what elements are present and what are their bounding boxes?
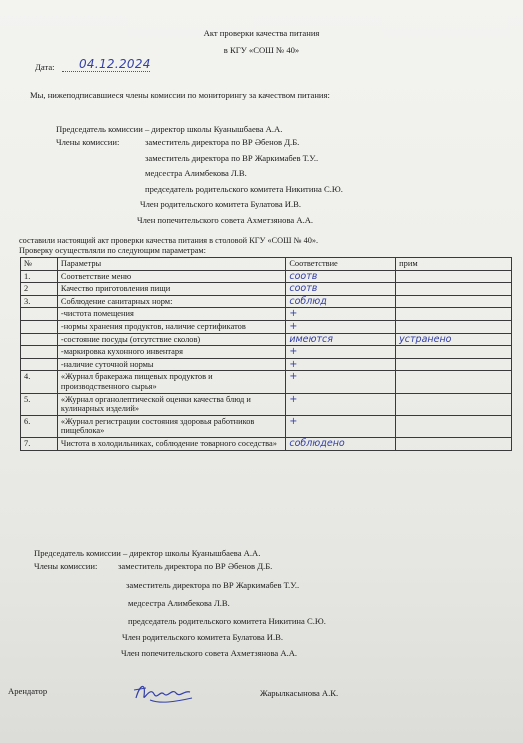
- chair-bottom: Председатель комиссии – директор школы Куанышбаева А.А.: [34, 548, 261, 558]
- table-header-row: [21, 258, 512, 271]
- chair-top: Председатель комиссии – директор школы Куанышбаева А.А.: [56, 124, 283, 134]
- row-compliance: +: [286, 358, 396, 371]
- table-row: [21, 283, 512, 296]
- row-note: [396, 283, 512, 296]
- row-compliance: +: [286, 415, 396, 437]
- row-parameter: -наличие суточной нормы: [57, 358, 285, 371]
- act-text-line2: Проверку осуществляли по следующим параметрам:: [19, 246, 206, 255]
- row-parameter: -нормы хранения продуктов, наличие сертификатов: [57, 320, 285, 333]
- row-compliance: +: [286, 320, 396, 333]
- member-bottom-2: заместитель директора по ВР Жаркимабев Т.У..: [126, 580, 300, 590]
- row-parameter: «Журнал бракеража пищевых продуктов и производственного сырья»: [57, 371, 285, 393]
- member-bottom-6: Член попечительского совета Ахметзянова А.А.: [121, 648, 298, 658]
- row-parameter: «Журнал органолептической оценки качества блюд и кулинарных изделий»: [57, 393, 285, 415]
- header-parameters: Параметры: [57, 258, 285, 271]
- row-number: [21, 333, 58, 346]
- row-number: 1.: [21, 270, 58, 283]
- table-row: [21, 333, 512, 346]
- table-row: [21, 308, 512, 321]
- row-compliance: +: [286, 346, 396, 359]
- date-underline: [62, 71, 150, 72]
- act-text-line1: составили настоящий акт проверки качества питания в столовой КГУ «СОШ № 40».: [19, 236, 319, 245]
- table-row: [21, 270, 512, 283]
- tenant-signature: [130, 676, 200, 710]
- member-bottom-5: Член родительского комитета Булатова И.В.: [122, 632, 284, 642]
- row-number: 5.: [21, 393, 58, 415]
- header-number: №: [21, 258, 58, 271]
- row-number: 3.: [21, 295, 58, 308]
- member-top-1: заместитель директора по ВР Әбенов Д.Б.: [145, 137, 300, 147]
- member-top-6: Член попечительского совета Ахметзянова А.А.: [137, 215, 314, 225]
- row-parameter: Соблюдение санитарных норм:: [57, 295, 285, 308]
- table-row: [21, 358, 512, 371]
- row-number: 7.: [21, 437, 58, 450]
- table-row: [21, 415, 512, 437]
- row-note: [396, 358, 512, 371]
- row-note: устранено: [396, 333, 512, 346]
- member-top-4: председатель родительского комитета Никитина С.Ю.: [145, 184, 343, 194]
- member-bottom-3: медсестра Алимбекова Л.В.: [128, 598, 230, 608]
- row-parameter: Качество приготовления пищи: [57, 283, 285, 296]
- member-top-2: заместитель директора по ВР Жаркимабев Т.У..: [145, 153, 319, 163]
- member-bottom-4: председатель родительского комитета Никитина С.Ю.: [128, 616, 326, 626]
- row-parameter: «Журнал регистрации состояния здоровья работников пищеблока»: [57, 415, 285, 437]
- members-label-top: Члены комиссии:: [56, 137, 120, 147]
- row-compliance: имеются: [286, 333, 396, 346]
- row-number: 4.: [21, 371, 58, 393]
- row-note: [396, 295, 512, 308]
- row-parameter: Соответствие меню: [57, 270, 285, 283]
- header-compliance: Соответствие: [286, 258, 396, 271]
- member-top-3: медсестра Алимбекова Л.В.: [145, 168, 247, 178]
- row-parameter: -состояние посуды (отсутствие сколов): [57, 333, 285, 346]
- row-number: 2: [21, 283, 58, 296]
- row-compliance: соотв: [286, 283, 396, 296]
- row-number: [21, 308, 58, 321]
- row-note: [396, 437, 512, 450]
- row-compliance: соблюдено: [286, 437, 396, 450]
- row-note: [396, 270, 512, 283]
- tenant-name: Жарылкасынова А.К.: [260, 688, 339, 698]
- member-bottom-1: заместитель директора по ВР Әбенов Д.Б.: [118, 561, 273, 571]
- row-number: [21, 320, 58, 333]
- row-number: [21, 358, 58, 371]
- row-note: [396, 415, 512, 437]
- parameters-table: [20, 257, 512, 451]
- act-subtitle: в КГУ «СОШ № 40»: [223, 45, 300, 55]
- row-note: [396, 346, 512, 359]
- date-value: 04.12.2024: [79, 57, 151, 71]
- row-note: [396, 308, 512, 321]
- row-compliance: соотв: [286, 270, 396, 283]
- row-parameter: Чистота в холодильниках, соблюдение товарного соседства»: [57, 437, 285, 450]
- row-compliance: +: [286, 393, 396, 415]
- row-parameter: -чистота помещения: [57, 308, 285, 321]
- row-note: [396, 371, 512, 393]
- table-row: [21, 393, 512, 415]
- row-compliance: +: [286, 371, 396, 393]
- header-note: прим: [396, 258, 512, 271]
- date-label: Дата:: [35, 62, 55, 72]
- table-row: [21, 371, 512, 393]
- row-parameter: -маркировка кухонного инвентаря: [57, 346, 285, 359]
- row-number: 6.: [21, 415, 58, 437]
- row-compliance: +: [286, 308, 396, 321]
- table-row: [21, 346, 512, 359]
- row-note: [396, 320, 512, 333]
- row-compliance: соблюд: [286, 295, 396, 308]
- table-row: [21, 320, 512, 333]
- table-row: [21, 437, 512, 450]
- row-note: [396, 393, 512, 415]
- act-title: Акт проверки качества питания: [203, 28, 320, 38]
- members-label-bottom: Члены комиссии:: [34, 561, 98, 571]
- row-number: [21, 346, 58, 359]
- table-row: [21, 295, 512, 308]
- tenant-label: Арендатор: [8, 686, 48, 696]
- intro-text: Мы, нижеподписавшиеся члены комиссии по мониторингу за качеством питания:: [30, 90, 330, 100]
- member-top-5: Член родительского комитета Булатова И.В.: [140, 199, 302, 209]
